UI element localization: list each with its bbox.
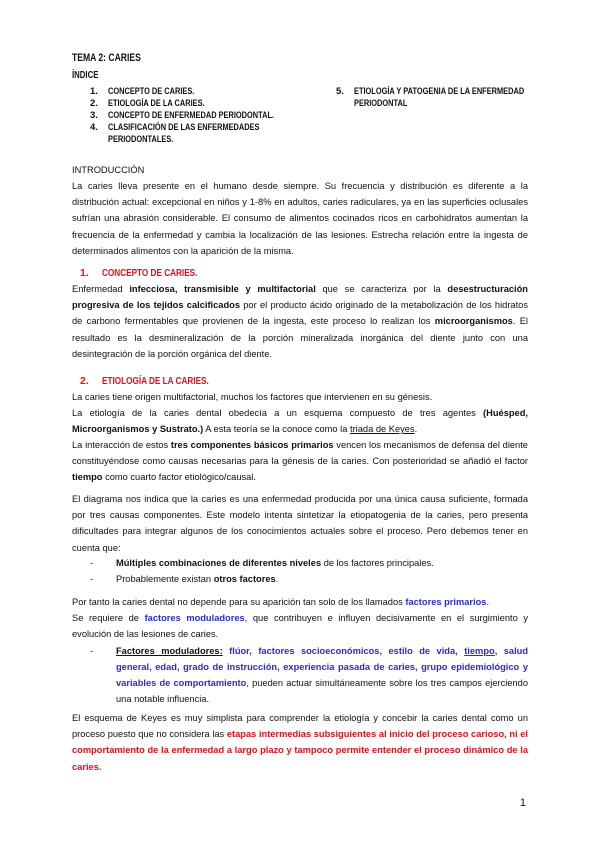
list-item: - Probablemente existan otros factores. <box>90 574 279 584</box>
section-2-p6: Se requiere de factores moduladores, que contribuyen e influyen decisivamente en el surgimiento y evolución de las lesiones de caries. <box>72 613 528 640</box>
toc-right <box>336 86 572 110</box>
section-1-heading: 1. CONCEPTO DE CARIES. <box>80 267 198 279</box>
section-2-p4: El diagrama nos indica que la caries es una enfermedad producida por una única causa suficiente, formada por tres causas componentes. Este modelo intenta sintetizar la etiopatogenia de la caries, pero presenta dificultades para integrar algunos de los conocimientos actuales sobre el proceso. Pero debemos tener en cuenta que: <box>72 494 528 553</box>
section-2-heading: 2. ETIOLOGÍA DE LA CARIES. <box>80 375 209 387</box>
section-1-paragraph: Enfermedad infecciosa, transmisible y multifactorial que se caracteriza por la desestructuración progresiva de los tejidos calcificados por el producto ácido originado de la metabolización de los hidratos de carbono fermentables que provienen de la ingesta, este proceso lo realizan los microorganismos. El resultado es la desmineralización de la porción mineralizada inorgánica del diente junto con una desintegración de la porción orgánica del diente. <box>72 284 528 359</box>
list-item: - Múltiples combinaciones de diferentes niveles de los factores principales. <box>90 558 434 568</box>
section-2-p7: El esquema de Keyes es muy simplista para comprender la etiología y concebir la caries dental como un proceso puesto que no considera las etapas intermedias subsiguientes al inicio del proceso carioso, ni el comportamiento de la enfermedad a largo plazo y tampoco permite entender el proceso dinámico de la caries. <box>72 713 528 772</box>
toc-item: 3. CONCEPTO DE ENFERMEDAD PERIODONTAL. <box>90 110 275 121</box>
page-number: 1 <box>519 797 526 809</box>
intro-paragraph: La caries lleva presente en el humano desde siempre. Su frecuencia y distribución es diferente a la distribución actual: excepcional en niños y 1-8% en adultos, caries radiculares, ya en las superficies oclusales sufrían una abrasión considerable. El consumo de alimentos cocinados ricos en carbohidratos aumentan la frecuencia de la enfermedad y cambia la localización de las lesiones. Estrecha relación entre la ingesta de determinados alimentos con la aparición de la misma. <box>72 181 528 256</box>
intro-label: INTRODUCCIÓN <box>72 165 145 175</box>
section-2-p3: La interacción de estos tres componentes básicos primarios vencen los mecanismos de defensa del diente constituyéndose como causas necesarias para la génesis de la caries. Con posterioridad se añadió el factor tiempo como cuarto factor etiológico/causal. <box>72 440 528 483</box>
toc-item-continuation: PERIODONTAL <box>354 98 408 109</box>
toc-item: 4. CLASIFICACIÓN DE LAS ENFERMEDADES <box>90 122 260 133</box>
list-item: - Factores moduladores: flúor, factores socioeconómicos, estilo de vida, tiempo, salud general, edad, grado de instrucción, experiencia pasada de caries, grupo epidemiológico y variables de comportamiento, pueden actuar simultáneamente sobre los tres campos ejerciendo una notable influencia. <box>90 646 529 704</box>
section-2-p1: La caries tiene origen multifactorial, muchos los factores que intervienen en su génesis. <box>72 392 433 402</box>
modulating-factors <box>90 643 528 707</box>
toc-item-continuation: PERIODONTALES. <box>108 134 174 145</box>
toc-left <box>90 86 321 146</box>
section-2-p2: La etiología de la caries dental obedecía a un esquema compuesto de tres agentes (Huésped, Microorganismos y Sustrato.) A esta teoría se la conoce como la triada de Keyes. <box>72 408 528 435</box>
factor-list <box>90 555 528 587</box>
toc-item: 2. ETIOLOGÍA DE LA CARIES. <box>90 98 205 109</box>
toc-item: 1. CONCEPTO DE CARIES. <box>90 86 195 97</box>
index-label: ÍNDICE <box>72 70 99 81</box>
document-title: TEMA 2: CARIES <box>72 52 141 64</box>
section-2-p5: Por tanto la caries dental no depende para su aparición tan solo de los llamados factores primarios. <box>72 597 490 607</box>
toc-item: 5. ETIOLOGÍA Y PATOGENIA DE LA ENFERMEDAD <box>336 86 525 97</box>
